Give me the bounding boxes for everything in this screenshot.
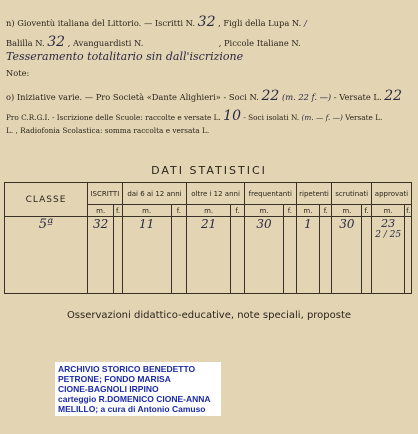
col-ripetenti: ripetenti [296,183,332,205]
col-oltre-12: oltre i 12 anni [187,183,245,205]
sub-f: f. [320,205,332,217]
col-iscritti: ISCRITTI [88,183,123,205]
sub-m: m. [245,205,284,217]
crgi-value: 10 [223,108,241,124]
gil-label: n) Gioventù italiana del Littorio. — Iscritti N. [6,18,196,28]
crgi-line [6,108,412,124]
note-label: Note: [6,68,30,78]
dante-versate-label: - Versate L. [333,92,382,102]
archive-line-1: ARCHIVIO STORICO BENEDETTO [58,364,196,374]
sub-m: m. [88,205,114,217]
crgi-label: Pro C.R.G.I. - Iscrizione delle Scuole: raccolte e versate L. [6,113,221,122]
dante-mf-value: (m. 22 f. —) [281,92,332,102]
balilla-value: 32 [47,34,66,50]
iniziative-label: o) Iniziative varie. — Pro Società «Dante Alighieri» - Soci N. [6,92,259,102]
ripetenti-m-value: 1 [296,217,320,294]
sub-m: m. [371,205,405,217]
radio-line: L. , Radiofonia Scolastica: somma raccolta e versata L. [6,126,210,135]
oltre-12-m-value: 21 [187,217,231,294]
sub-f: f. [231,205,245,217]
gil-line [6,14,412,30]
approvati-note: 2 / 25 [375,230,402,240]
approvati-count: 23 [381,217,396,230]
approvati-m-value [371,217,405,294]
sub-m: m. [122,205,171,217]
piccole-label: , Piccole Italiane N. [218,38,301,48]
crgi-versate-label: Versate L. [345,113,383,122]
iniziative-line [6,88,412,104]
col-frequentanti: frequentanti [245,183,297,205]
handwritten-note: Tesseramento totalitario sin dall'iscrizione [6,50,244,63]
dante-versate-value: 22 [384,88,403,104]
frequentanti-m-value: 30 [245,217,284,294]
figli-value: / [303,18,307,28]
avanguardisti-label: , Avanguardisti N. [67,38,144,48]
dati-statistici-title: DATI STATISTICI [151,164,267,177]
col-eta-6-12: dai 6 ai 12 anni [122,183,186,205]
col-approvati: approvati [371,183,411,205]
sub-m: m. [187,205,231,217]
col-scrutinati: scrutinati [332,183,372,205]
sub-f: f. [114,205,122,217]
sub-f: f. [406,206,411,215]
archive-caption [55,362,221,416]
sub-f: f. [284,205,296,217]
observations-title: Osservazioni didattico-educative, note speciali, proposte [66,310,352,321]
eta-6-12-m-value: 11 [122,217,171,294]
archive-line-2: PETRONE; FONDO MARISA [58,374,171,384]
archive-line-4: carteggio R.DOMENICO CIONE-ANNA [58,394,211,404]
figli-label: , Figli della Lupa N. [218,18,302,28]
col-classe: CLASSE [5,183,88,217]
crgi-soci-value: (m. — f. —) [301,113,343,122]
balilla-line [6,34,412,50]
balilla-label: Balilla N. [6,38,45,48]
sub-f: f. [362,205,372,217]
sub-m: m. [296,205,320,217]
archive-line-5: MELILLO; a cura di Antonio Camuso [58,404,206,414]
scrutinati-m-value: 30 [332,217,362,294]
statistics-table [4,182,412,294]
iscritti-m-value: 32 [88,217,114,294]
archive-line-3: CIONE-BAGNOLI IRPINO [58,384,159,394]
sub-f: f. [171,205,187,217]
gil-iscritti-value: 32 [197,14,216,30]
sub-m: m. [332,205,362,217]
classe-value: 5ª [5,217,88,294]
dante-soci-value: 22 [261,88,280,104]
crgi-soci-label: - Soci isolati N. [243,113,300,122]
